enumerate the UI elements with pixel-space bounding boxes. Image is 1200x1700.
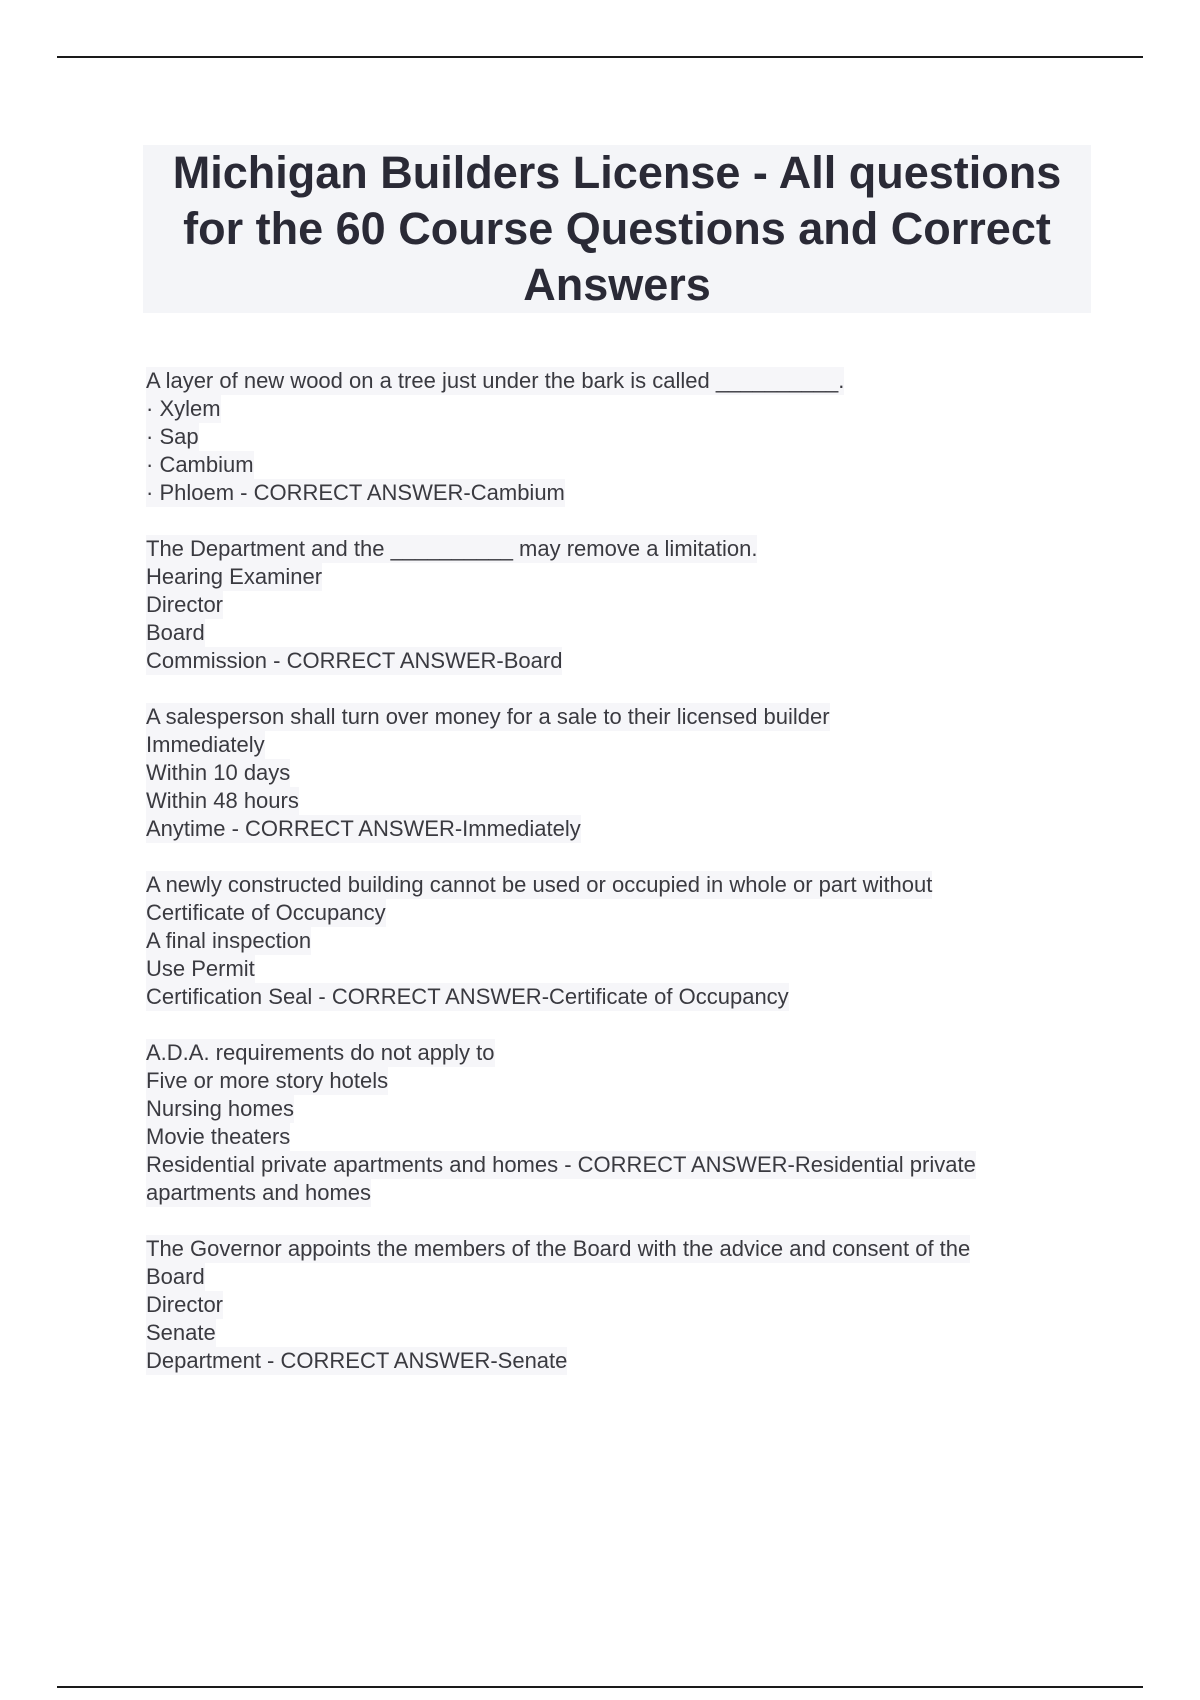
answer-continuation: apartments and homes — [146, 1180, 372, 1205]
answer-option: Certificate of Occupancy — [146, 900, 386, 925]
question-block-3 — [146, 703, 1086, 843]
question-block-6 — [146, 1235, 1086, 1375]
answer-option-with-correct-answer: · Phloem - CORRECT ANSWER-Cambium — [146, 480, 565, 505]
answer-option: Nursing homes — [146, 1096, 294, 1121]
answer-option-with-correct-answer: Department - CORRECT ANSWER-Senate — [146, 1348, 568, 1373]
answer-option: Director — [146, 1292, 224, 1317]
answer-option: Movie theaters — [146, 1124, 291, 1149]
answer-option: Board — [146, 620, 205, 645]
document-title: Michigan Builders License - All questions for the 60 Course Questions and Correct Answers — [172, 147, 1062, 310]
title-banner — [143, 145, 1091, 313]
question-text: A newly constructed building cannot be used or occupied in whole or part without — [146, 872, 933, 897]
answer-option: Use Permit — [146, 956, 255, 981]
answer-option: Hearing Examiner — [146, 564, 323, 589]
question-text: A salesperson shall turn over money for a sale to their licensed builder — [146, 704, 830, 729]
answer-option-with-correct-answer: Commission - CORRECT ANSWER-Board — [146, 648, 563, 673]
question-text: The Governor appoints the members of the Board with the advice and consent of the — [146, 1236, 971, 1261]
answer-option: Senate — [146, 1320, 216, 1345]
question-text: A.D.A. requirements do not apply to — [146, 1040, 495, 1065]
answer-option: Immediately — [146, 732, 265, 757]
question-block-2 — [146, 535, 1086, 675]
bottom-rule — [57, 1686, 1143, 1688]
answer-option: · Cambium — [146, 452, 254, 477]
question-text: A layer of new wood on a tree just under the bark is called __________. — [146, 368, 845, 393]
answer-option-with-correct-answer: Certification Seal - CORRECT ANSWER-Certificate of Occupancy — [146, 984, 789, 1009]
question-text: The Department and the __________ may remove a limitation. — [146, 536, 758, 561]
answer-option: Five or more story hotels — [146, 1068, 389, 1093]
answer-option-with-correct-answer: Anytime - CORRECT ANSWER-Immediately — [146, 816, 581, 841]
answer-option: A final inspection — [146, 928, 312, 953]
question-block-4 — [146, 871, 1086, 1011]
question-block-5 — [146, 1039, 1086, 1207]
answer-option: Within 10 days — [146, 760, 291, 785]
answer-option: · Xylem — [146, 396, 221, 421]
answer-option-with-correct-answer: Residential private apartments and homes - CORRECT ANSWER-Residential private — [146, 1152, 976, 1177]
answer-option: Board — [146, 1264, 205, 1289]
question-list — [146, 367, 1086, 1403]
answer-option: · Sap — [146, 424, 199, 449]
answer-option: Within 48 hours — [146, 788, 299, 813]
question-block-1 — [146, 367, 1086, 507]
top-rule — [57, 56, 1143, 58]
answer-option: Director — [146, 592, 224, 617]
